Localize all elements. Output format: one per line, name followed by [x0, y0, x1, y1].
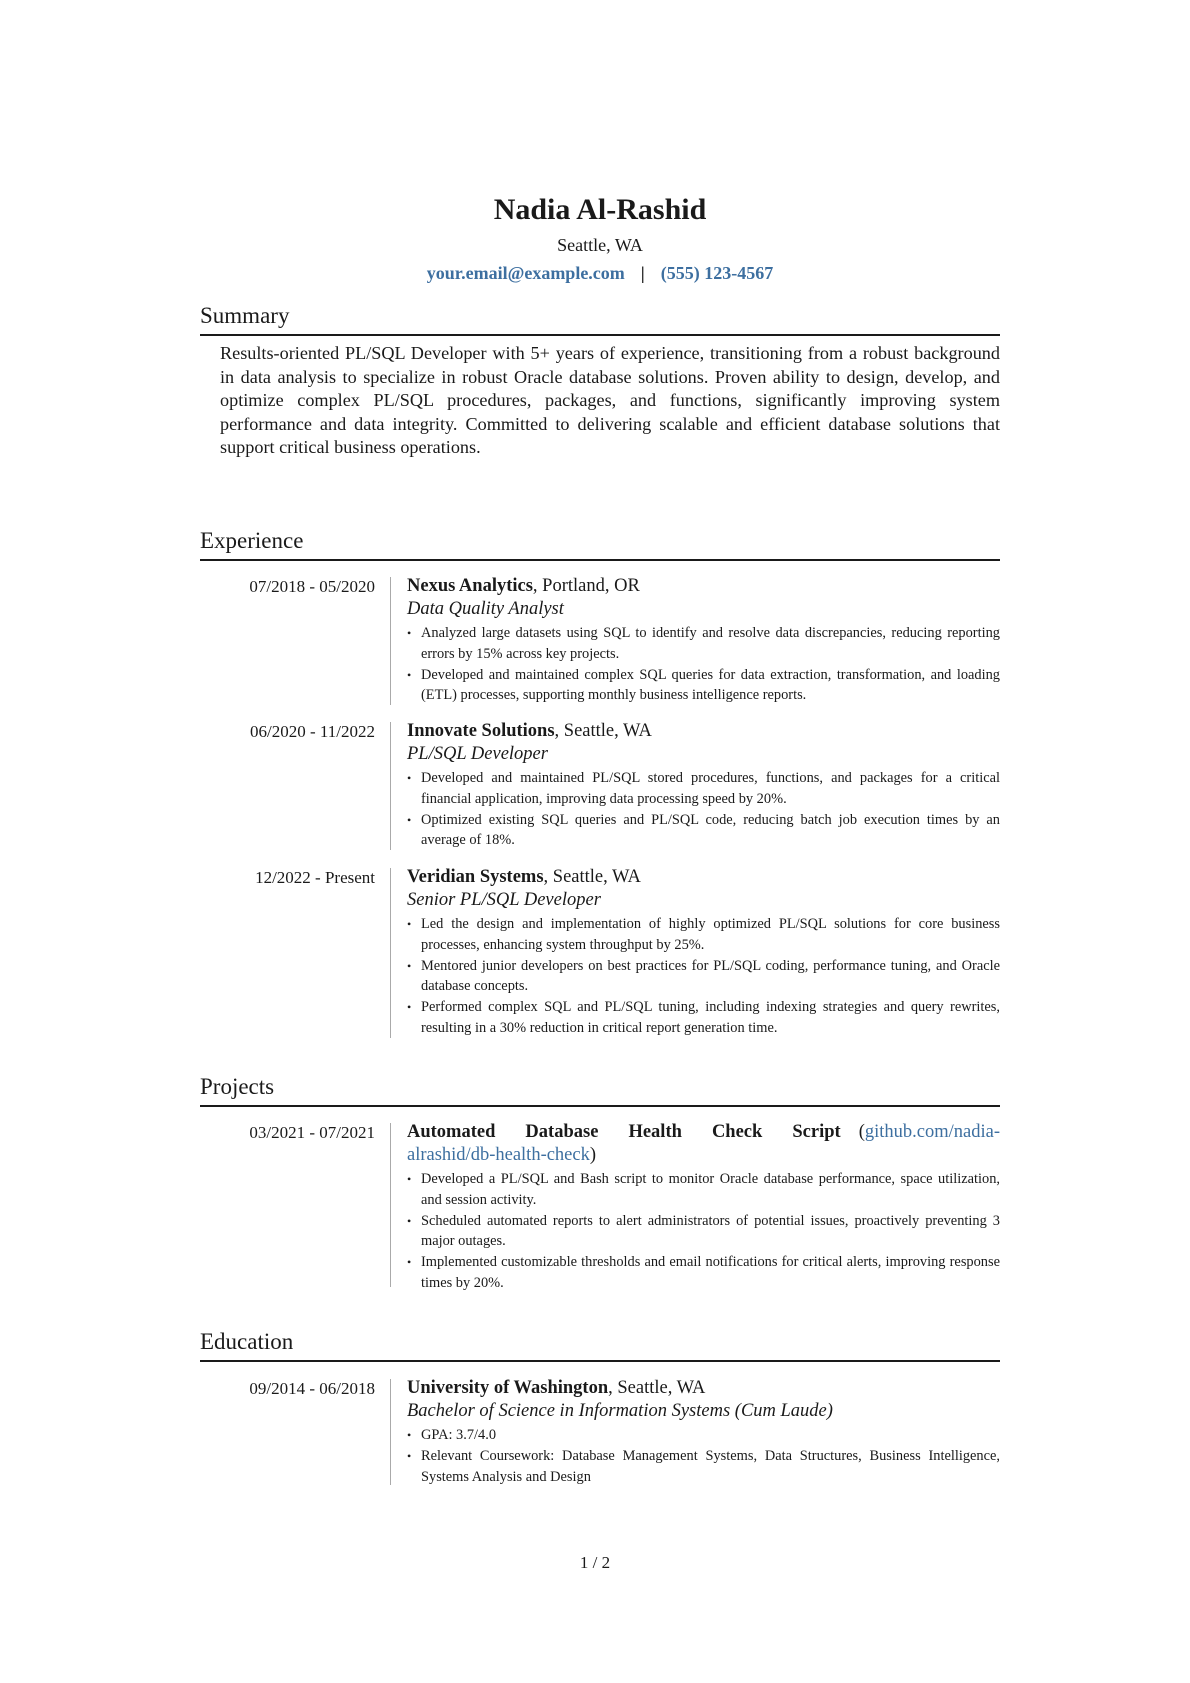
project-repo-link[interactable]: github.com/nadia-alrashid/db-health-check — [407, 1122, 1000, 1165]
contact-line — [200, 262, 1000, 284]
entry-body — [407, 575, 1000, 706]
entry-dates: 03/2021 - 07/2021 — [249, 1123, 375, 1142]
entry-organization — [407, 1377, 1000, 1400]
bullet-list — [407, 1169, 1000, 1294]
bullet-item: • Analyzed large datasets using SQL to identify and resolve data discrepancies, reducing reporting errors by 15% across key projects. — [407, 623, 1000, 665]
project-title: Automated Database Health Check Script — [407, 1122, 841, 1142]
company-name: Innovate Solutions — [407, 721, 555, 741]
paren-open: ( — [840, 1122, 865, 1142]
entry-organization — [407, 866, 1000, 889]
project-title-line — [407, 1121, 1000, 1167]
section-title-summary: Summary — [200, 302, 1000, 336]
bullet-item: • Led the design and implementation of highly optimized PL/SQL solutions for core business processes, enhancing system throughput by 25%. — [407, 914, 1000, 956]
page-number: 1 / 2 — [579, 1553, 611, 1572]
section-title-experience: Experience — [200, 527, 1000, 561]
bullet-item: • Relevant Coursework: Database Management Systems, Data Structures, Business Intelligence, Systems Analysis and Design — [407, 1446, 1000, 1488]
bullet-list — [407, 914, 1000, 1039]
job-title: Senior PL/SQL Developer — [407, 890, 601, 910]
entry-body — [407, 1121, 1000, 1294]
entry-dates: 12/2022 - Present — [255, 868, 375, 887]
bullet-item: • Optimized existing SQL queries and PL/SQL code, reducing batch job execution times by an average of 18%. — [407, 810, 1000, 852]
bullet-item: • Mentored junior developers on best practices for PL/SQL coding, performance tuning, and Oracle database concepts. — [407, 956, 1000, 998]
timeline-divider — [390, 868, 391, 1038]
bullet-list — [407, 768, 1000, 851]
timeline-divider — [390, 1123, 391, 1287]
bullet-item: • Implemented customizable thresholds and email notifications for critical alerts, improving response times by 20%. — [407, 1252, 1000, 1294]
entry-body — [407, 1377, 1000, 1487]
school-location: , Seattle, WA — [608, 1378, 706, 1398]
company-name: Veridian Systems — [407, 867, 544, 887]
entry-dates: 09/2014 - 06/2018 — [249, 1379, 375, 1398]
timeline-divider — [390, 722, 391, 850]
timeline-divider — [390, 577, 391, 705]
contact-separator: | — [640, 263, 645, 283]
entry-organization — [407, 720, 1000, 743]
paren-close: ) — [589, 1145, 597, 1165]
entry-dates: 06/2020 - 11/2022 — [250, 722, 375, 741]
bullet-item: • Developed a PL/SQL and Bash script to monitor Oracle database performance, space utilization, and session activity. — [407, 1169, 1000, 1211]
section-title-projects: Projects — [200, 1073, 1000, 1107]
bullet-item: • Performed complex SQL and PL/SQL tuning, including indexing strategies and query rewrites, resulting in a 30% reduction in critical report generation time. — [407, 997, 1000, 1039]
candidate-name: Nadia Al-Rashid — [493, 193, 707, 226]
company-location: , Portland, OR — [532, 576, 640, 596]
candidate-location: Seattle, WA — [557, 235, 643, 255]
summary-text: Results-oriented PL/SQL Developer with 5+ years of experience, transitioning from a robust background in data analysis to specialize in robust Oracle database solutions. Proven ability to design, develop, and optimize complex PL/SQL procedures, packages, and functions, significantly improving system performance and data integrity. Committed to delivering scalable and efficient database solutions that support critical business operations. — [220, 343, 1000, 457]
bullet-item: • Developed and maintained complex SQL queries for data extraction, transformation, and loading (ETL) processes, supporting monthly business intelligence reports. — [407, 665, 1000, 707]
company-location: , Seattle, WA — [554, 721, 652, 741]
bullet-list — [407, 623, 1000, 706]
entry-body — [407, 866, 1000, 1039]
company-name: Nexus Analytics — [407, 576, 533, 596]
timeline-divider — [390, 1379, 391, 1485]
bullet-list — [407, 1425, 1000, 1487]
phone-link[interactable]: (555) 123-4567 — [660, 263, 774, 283]
job-title: PL/SQL Developer — [407, 744, 548, 764]
email-link[interactable]: your.email@example.com — [426, 263, 625, 283]
resume-header — [200, 192, 1000, 284]
bullet-item: • Scheduled automated reports to alert administrators of potential issues, proactively preventing 3 major outages. — [407, 1211, 1000, 1253]
bullet-item: • GPA: 3.7/4.0 — [407, 1425, 1000, 1446]
section-title-education: Education — [200, 1328, 1000, 1362]
entry-dates: 07/2018 - 05/2020 — [249, 577, 375, 596]
school-name: University of Washington — [407, 1378, 609, 1398]
bullet-item: • Developed and maintained PL/SQL stored procedures, functions, and packages for a critical financial application, improving data processing speed by 20%. — [407, 768, 1000, 810]
degree-title: Bachelor of Science in Information Systems (Cum Laude) — [407, 1401, 833, 1421]
company-location: , Seattle, WA — [543, 867, 641, 887]
entry-body — [407, 720, 1000, 851]
entry-organization — [407, 575, 1000, 598]
job-title: Data Quality Analyst — [407, 599, 564, 619]
